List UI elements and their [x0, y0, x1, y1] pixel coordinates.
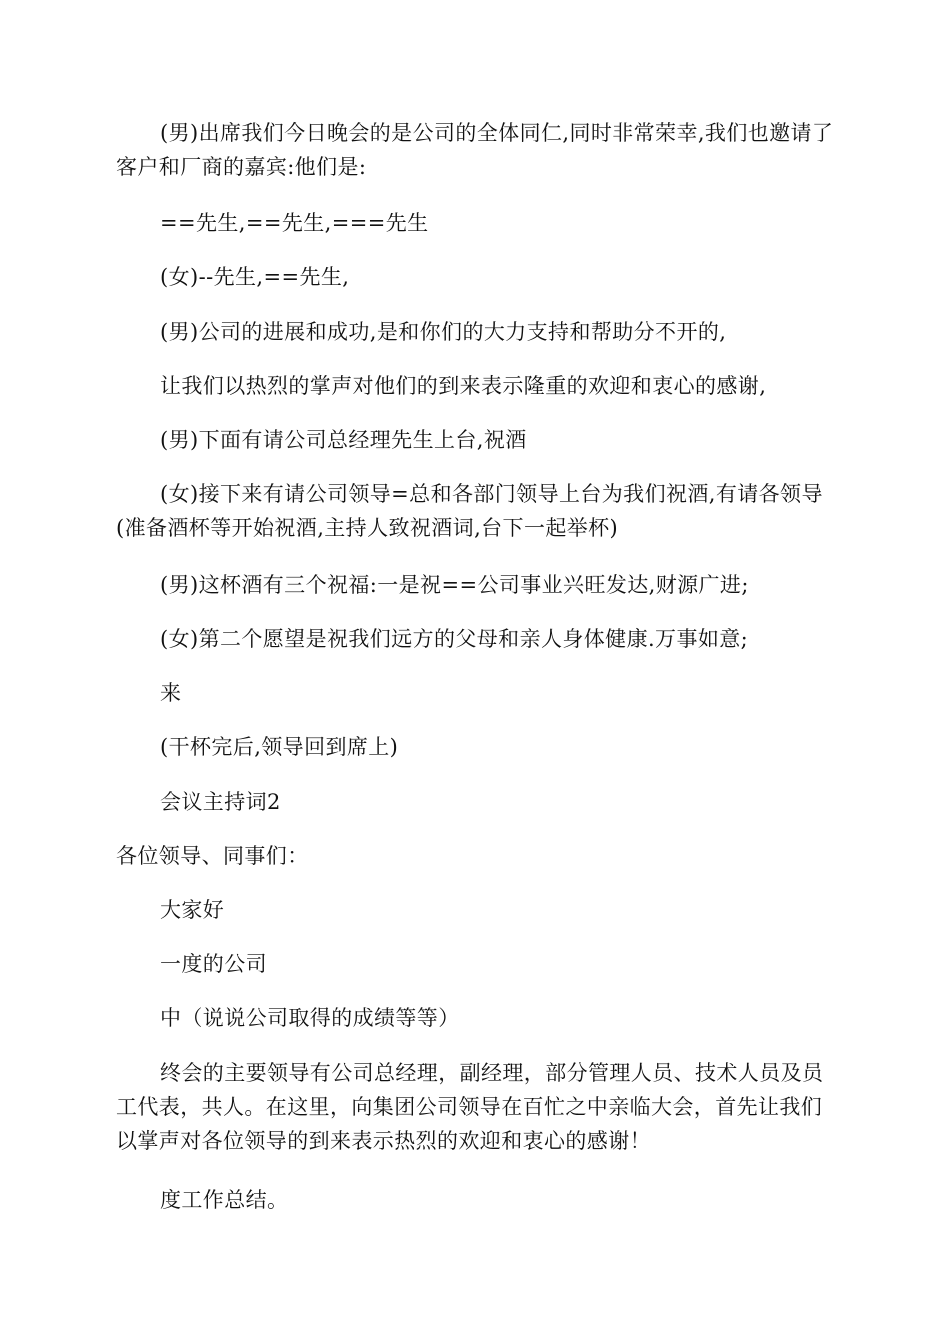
paragraph-leaders-toast: (女)接下来有请公司领导=总和各部门领导上台为我们祝酒,有请各领导(准备酒杯等开始祝酒,主持人致祝酒词,台下一起举杯) — [116, 482, 823, 540]
paragraph-greeting: 大家好 — [160, 898, 225, 922]
paragraph-come: 来 — [160, 681, 182, 705]
paragraph-company-progress: (男)公司的进展和成功,是和你们的大力支持和帮助分不开的, — [160, 320, 727, 344]
paragraph-achievements: 中（说说公司取得的成绩等等） — [160, 1006, 460, 1030]
salutation: 各位领导、同事们： — [116, 844, 309, 868]
paragraph-manager-toast: (男)下面有请公司总经理先生上台,祝酒 — [160, 428, 527, 452]
paragraph-attending-leaders: 终会的主要领导有公司总经理，副经理，部分管理人员、技术人员及员工代表，共人。在这里，向集团公司领导在百忙之中亲临大会，首先让我们以掌声对各位领导的到来表示热烈的欢迎和衷心的感谢！ — [116, 1061, 824, 1153]
paragraph-company-year: 一度的公司 — [160, 952, 267, 976]
paragraph-guest-names-1: ==先生,==先生,===先生 — [160, 211, 429, 235]
paragraph-applause-welcome: 让我们以热烈的掌声对他们的到来表示隆重的欢迎和衷心的感谢, — [160, 374, 767, 398]
paragraph-guest-names-2: (女)--先生,==先生, — [160, 265, 350, 289]
paragraph-guests-intro: (男)出席我们今日晚会的是公司的全体同仁,同时非常荣幸,我们也邀请了客户和厂商的嘉宾:他们是: — [116, 121, 834, 179]
paragraph-after-toast: (干杯完后,领导回到席上) — [160, 735, 399, 759]
paragraph-second-blessing: (女)第二个愿望是祝我们远方的父母和亲人身体健康.万事如意; — [160, 627, 749, 651]
section-heading: 会议主持词2 — [160, 790, 281, 814]
paragraph-work-summary: 度工作总结。 — [160, 1188, 289, 1212]
paragraph-first-blessing: (男)这杯酒有三个祝福:一是祝==公司事业兴旺发达,财源广进; — [160, 573, 749, 597]
